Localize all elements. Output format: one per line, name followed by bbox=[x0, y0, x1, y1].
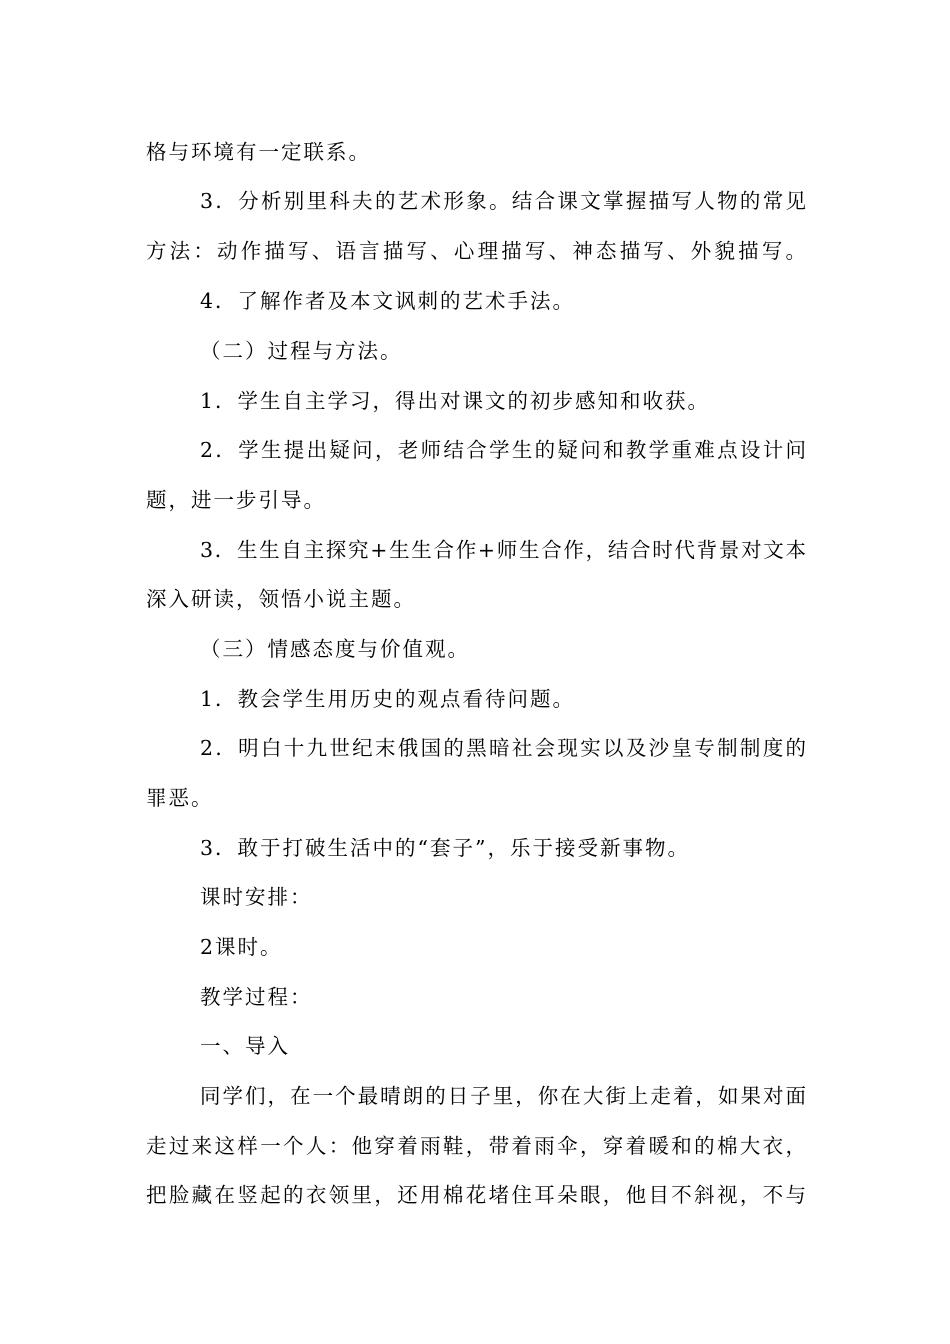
section-heading: （三）情感态度与价值观。 bbox=[200, 637, 470, 661]
section-heading: 教学过程： bbox=[200, 985, 313, 1009]
text-line: 深入研读，领悟小说主题。 bbox=[146, 587, 416, 611]
text-line: 3．生生自主探究+生生合作+师生合作，结合时代背景对文本 bbox=[200, 538, 806, 562]
text-line: 2．学生提出疑问，老师结合学生的疑问和教学重难点设计问 bbox=[200, 438, 806, 462]
text-line: 走过来这样一个人：他穿着雨鞋，带着雨伞，穿着暖和的棉大衣， bbox=[146, 1134, 806, 1158]
text-line: 把脸藏在竖起的衣领里，还用棉花堵住耳朵眼，他目不斜视，不与 bbox=[146, 1183, 806, 1207]
text-line: 3．敢于打破生活中的“套子”，乐于接受新事物。 bbox=[200, 836, 691, 860]
text-line: 4．了解作者及本文讽刺的艺术手法。 bbox=[200, 289, 576, 313]
section-heading: 课时安排： bbox=[200, 885, 313, 909]
text-line: 题，进一步引导。 bbox=[146, 488, 326, 512]
text-line: 2课时。 bbox=[200, 935, 283, 959]
text-line: 同学们，在一个最晴朗的日子里，你在大街上走着，如果对面 bbox=[200, 1084, 806, 1108]
text-line: 1．学生自主学习，得出对课文的初步感知和收获。 bbox=[200, 389, 711, 413]
text-line: 方法：动作描写、语言描写、心理描写、神态描写、外貌描写。 bbox=[146, 239, 806, 263]
section-heading: 一、导入 bbox=[200, 1034, 290, 1058]
text-line: 1．教会学生用历史的观点看待问题。 bbox=[200, 687, 576, 711]
text-line: 3．分析别里科夫的艺术形象。结合课文掌握描写人物的常见 bbox=[200, 189, 806, 213]
text-line: 罪恶。 bbox=[146, 786, 214, 810]
text-line: 格与环境有一定联系。 bbox=[146, 140, 371, 164]
text-line: 2．明白十九世纪末俄国的黑暗社会现实以及沙皇专制制度的 bbox=[200, 736, 806, 760]
section-heading: （二）过程与方法。 bbox=[200, 339, 403, 363]
